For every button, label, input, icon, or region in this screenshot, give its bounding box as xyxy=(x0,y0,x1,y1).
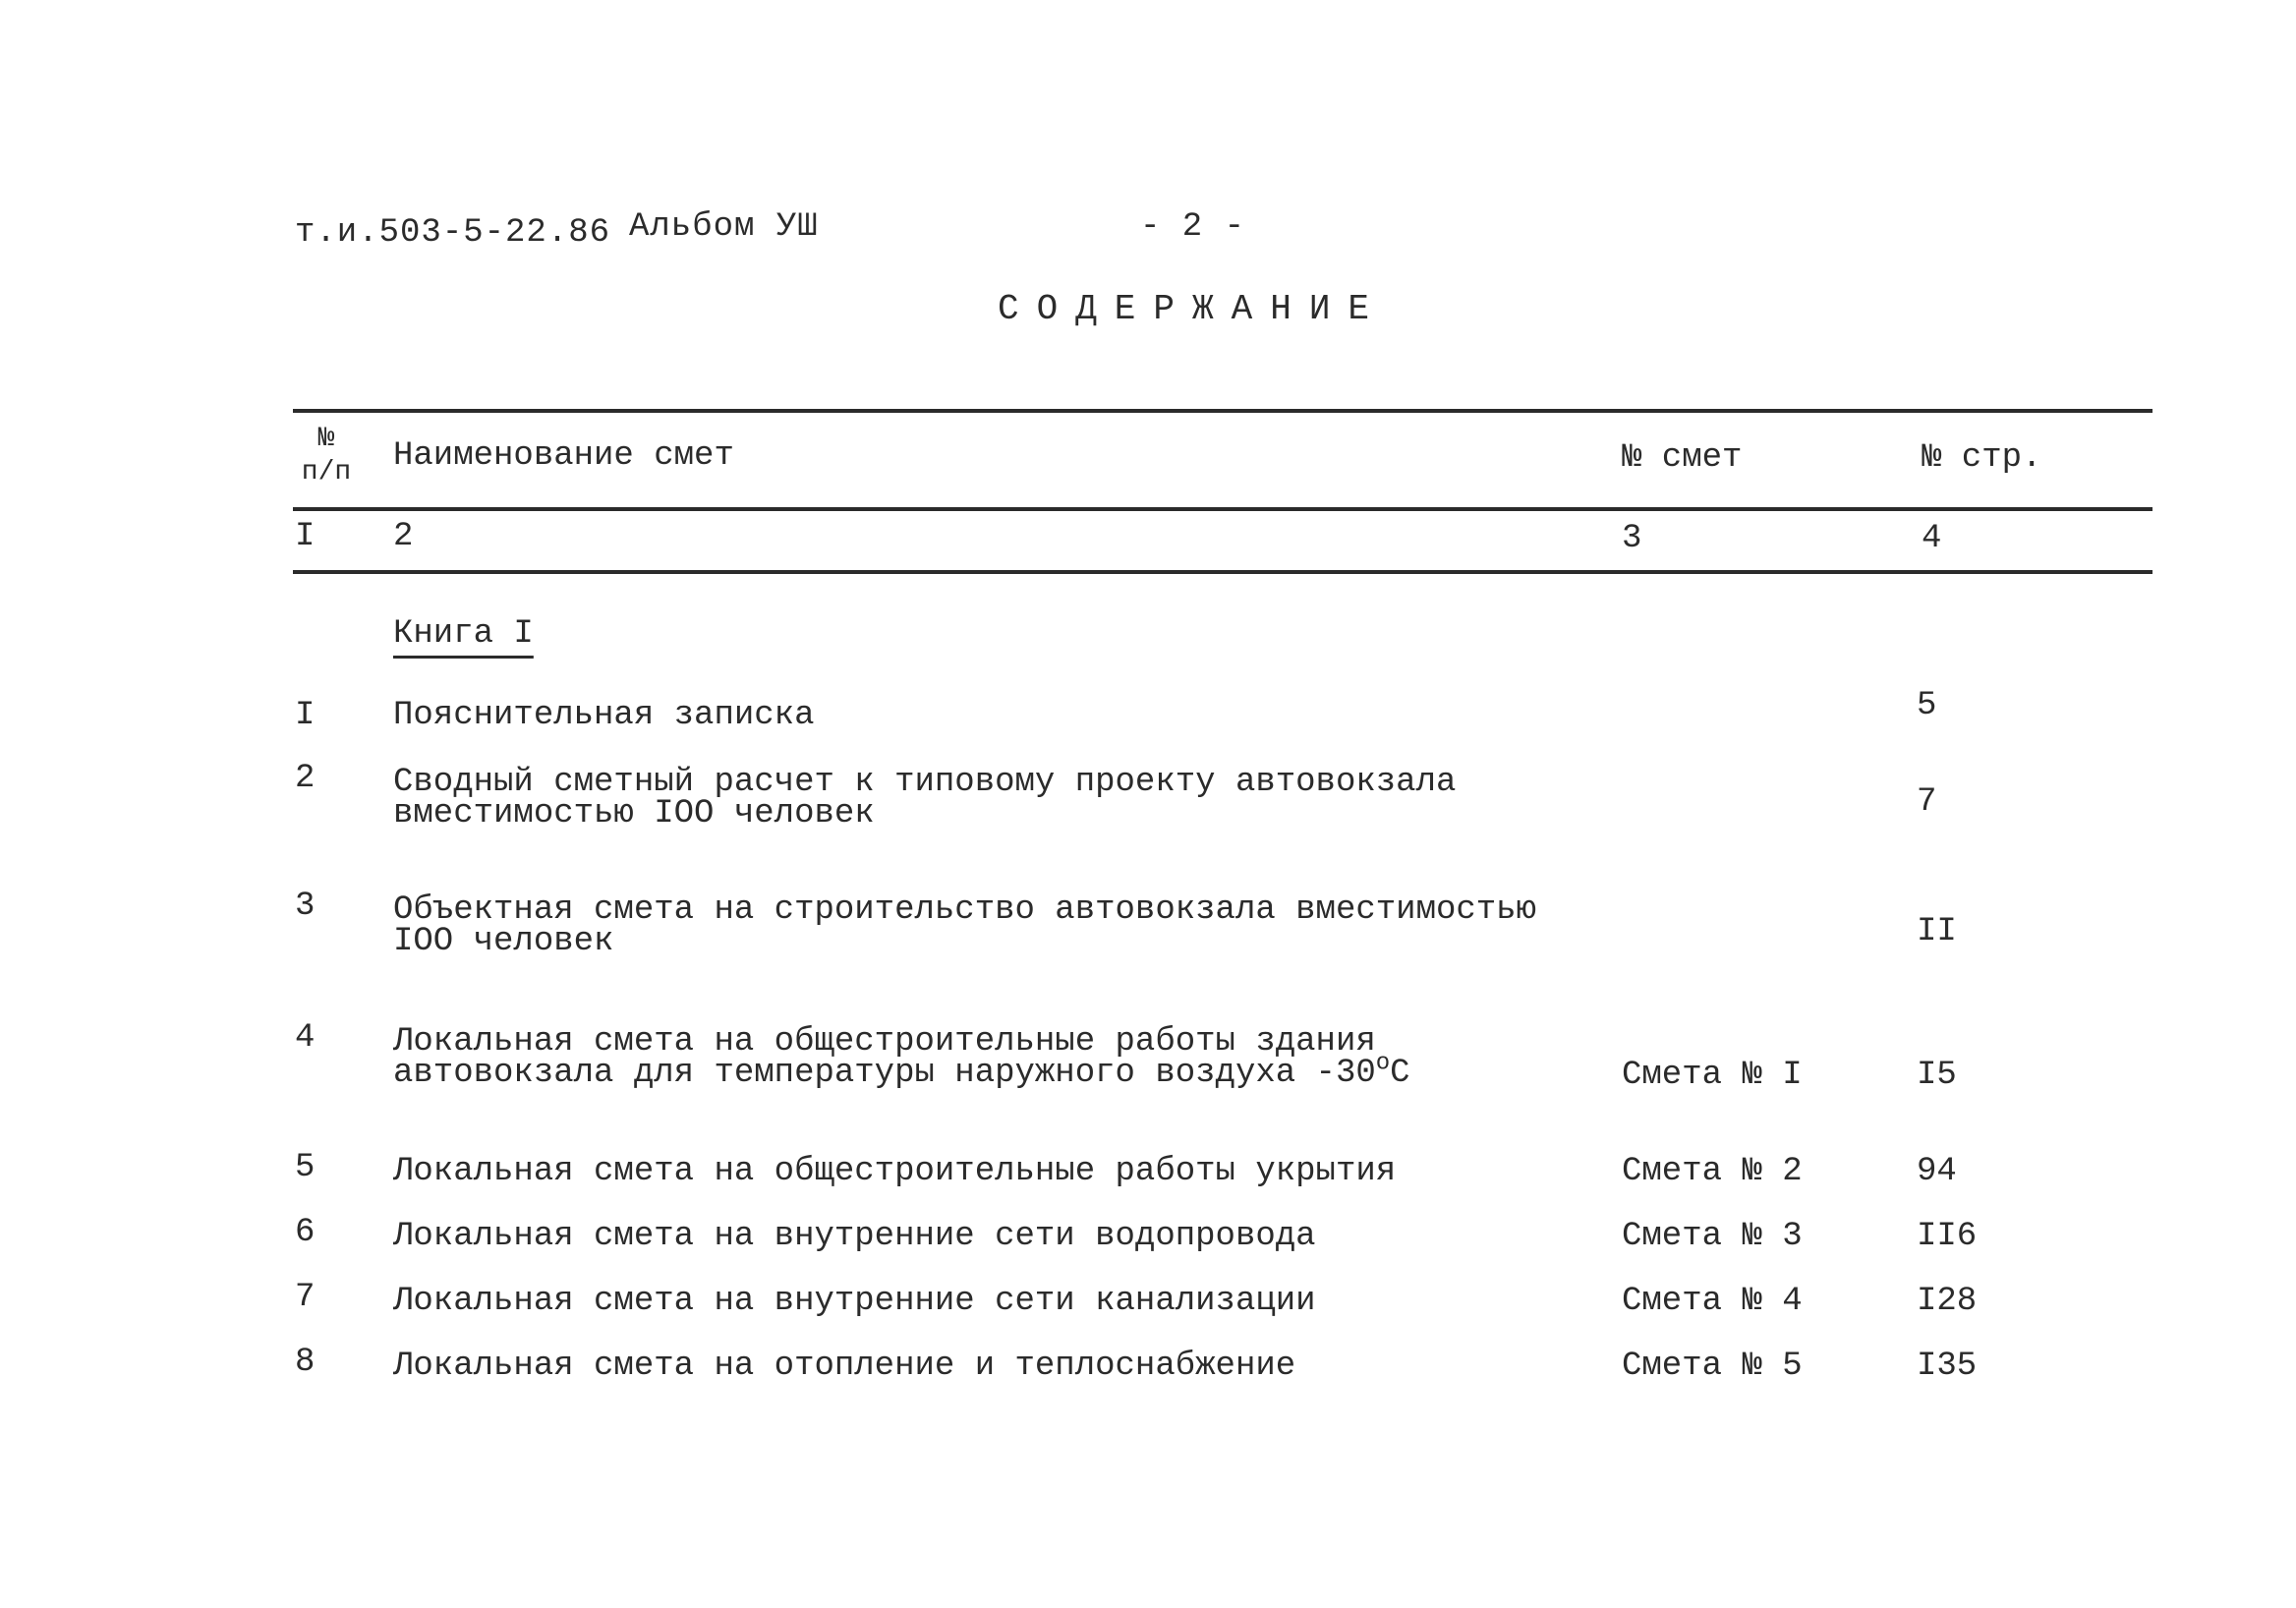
row-name: Сводный сметный расчет к типовому проекту автовокзала вместимостью IOO человек xyxy=(393,764,1457,833)
temperature-unit: С xyxy=(1390,1055,1410,1092)
row-name: Объектная смета на строительство автовокзала вместимостью IOO человек xyxy=(393,891,1536,960)
header-bottom-rule xyxy=(293,507,2152,511)
row-page: I5 xyxy=(1917,1057,1957,1094)
row-number: 8 xyxy=(295,1344,316,1381)
row-page: 5 xyxy=(1917,687,1937,724)
column-number-1: I xyxy=(295,518,316,555)
row-name: Локальная смета на отопление и теплоснабжение xyxy=(393,1348,1296,1385)
row-number: 6 xyxy=(295,1214,316,1251)
row-name-line-2 xyxy=(393,1050,1410,1092)
row-page: II6 xyxy=(1917,1218,1978,1255)
row-estimate: Смета № 4 xyxy=(1622,1283,1803,1320)
row-name-line-1: Локальная смета на общестроительные работы здания xyxy=(393,1023,1376,1061)
row-page: II xyxy=(1917,913,1957,950)
table-top-rule xyxy=(293,409,2152,413)
row-name: Локальная смета на внутренние сети канализации xyxy=(393,1283,1316,1320)
row-estimate: Смета № I xyxy=(1622,1057,1803,1094)
column-number-3: 3 xyxy=(1622,520,1642,557)
degree-symbol: о xyxy=(1375,1050,1391,1077)
row-page: 94 xyxy=(1917,1153,1957,1190)
album-label: Альбом УШ xyxy=(629,208,819,246)
row-estimate: Смета № 2 xyxy=(1622,1153,1803,1190)
row-estimate: Смета № 3 xyxy=(1622,1218,1803,1255)
column-header-estimate: № смет xyxy=(1622,439,1743,477)
column-header-name: Наименование смет xyxy=(393,437,734,475)
row-number: 5 xyxy=(295,1149,316,1186)
row-name-text: автовокзала для температуры наружного воздуха -30 xyxy=(393,1055,1376,1092)
column-numbers-rule xyxy=(293,570,2152,574)
row-page: I35 xyxy=(1917,1348,1978,1385)
row-name: Пояснительная записка xyxy=(393,697,815,734)
row-estimate: Смета № 5 xyxy=(1622,1348,1803,1385)
column-number-2: 2 xyxy=(393,518,414,555)
row-number: 2 xyxy=(295,760,316,797)
row-number: 4 xyxy=(295,1019,316,1057)
row-number: 7 xyxy=(295,1279,316,1316)
row-number: 3 xyxy=(295,888,316,925)
column-header-number: № п/п xyxy=(301,424,352,488)
row-page: 7 xyxy=(1917,783,1937,821)
row-page: I28 xyxy=(1917,1283,1978,1320)
row-name: Локальная смета на общестроительные работы укрытия xyxy=(393,1153,1397,1190)
row-number: I xyxy=(295,697,316,734)
column-header-page: № стр. xyxy=(1922,439,2042,477)
book-label: Книга I xyxy=(393,615,534,653)
document-code: т.и.503-5-22.86 xyxy=(295,214,611,252)
column-number-4: 4 xyxy=(1922,520,1942,557)
row-name: Локальная смета на внутренние сети водопровода xyxy=(393,1218,1316,1255)
page-number: - 2 - xyxy=(1140,208,1246,246)
page-title: СОДЕРЖАНИЕ xyxy=(998,289,1388,329)
